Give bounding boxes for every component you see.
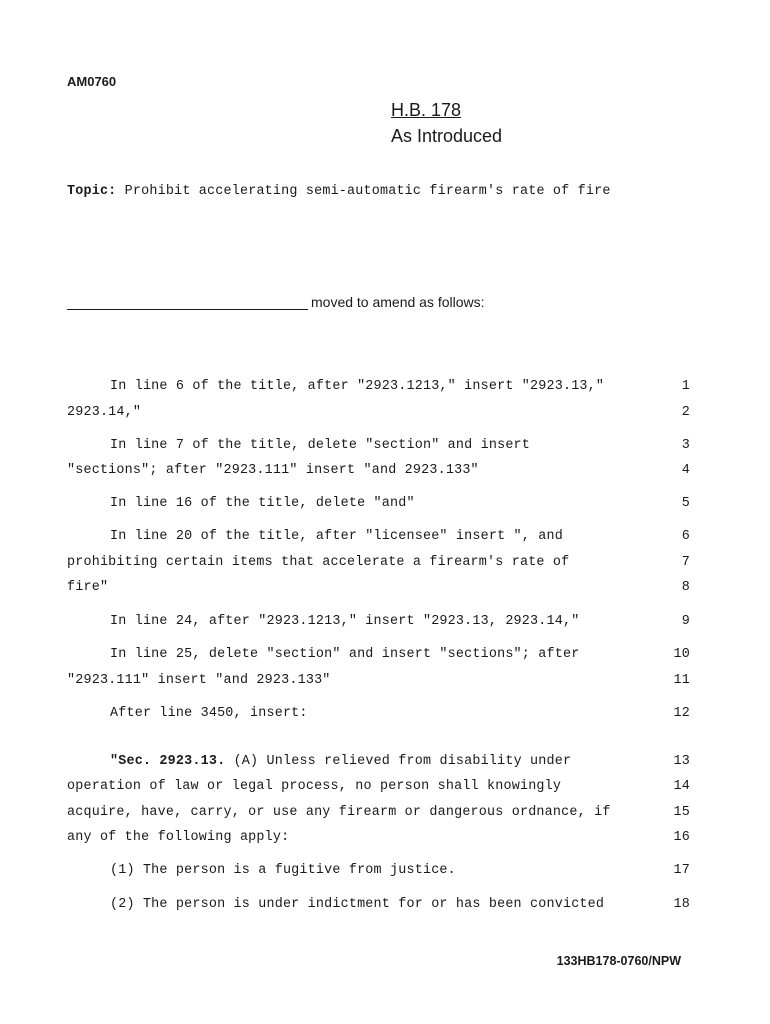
topic-line — [67, 184, 611, 199]
line-text-1: In line 6 of the title, after "2923.1213," insert "2923.13," — [110, 379, 605, 394]
bill-status: As Introduced — [391, 126, 503, 146]
line-number-18: 18 — [673, 897, 690, 912]
line-text-2: 2923.14," — [67, 405, 142, 420]
line-number-14: 14 — [673, 779, 690, 794]
line-text-15: acquire, have, carry, or use any firearm or dangerous ordnance, if — [67, 805, 611, 820]
line-text-6: In line 20 of the title, after "licensee" insert ", and — [110, 529, 563, 544]
line-text-18: (2) The person is under indictment for or has been convicted — [110, 897, 605, 912]
line-text-10: In line 25, delete "section" and insert "sections"; after — [110, 647, 580, 662]
line-text-12: After line 3450, insert: — [110, 706, 308, 721]
line-number-1: 1 — [681, 379, 690, 394]
amendment-code: AM0760 — [67, 74, 117, 89]
line-number-16: 16 — [673, 830, 690, 845]
line-text-8: fire" — [67, 580, 109, 595]
line-text-16: any of the following apply: — [67, 830, 290, 845]
line-number-4: 4 — [681, 463, 690, 478]
line-text-14: operation of law or legal process, no person shall knowingly — [67, 779, 562, 794]
line-number-7: 7 — [681, 555, 690, 570]
line-number-11: 11 — [673, 673, 690, 688]
line-text-3: In line 7 of the title, delete "section" and insert — [110, 438, 531, 453]
topic-text: Prohibit accelerating semi-automatic firearm's rate of fire — [124, 184, 611, 199]
line-number-17: 17 — [673, 863, 690, 878]
line-number-13: 13 — [673, 754, 690, 769]
line-text-7: prohibiting certain items that accelerate a firearm's rate of — [67, 555, 570, 570]
line-13-body: (A) Unless relieved from disability under — [233, 754, 572, 769]
bill-number: H.B. 178 — [391, 100, 462, 120]
line-text-9: In line 24, after "2923.1213," insert "2923.13, 2923.14," — [110, 614, 580, 629]
line-number-3: 3 — [681, 438, 690, 453]
line-text-13 — [110, 754, 571, 769]
footer-document-code: 133HB178-0760/NPW — [556, 954, 681, 968]
section-heading: "Sec. 2923.13. — [110, 754, 226, 769]
line-number-10: 10 — [673, 647, 690, 662]
line-text-5: In line 16 of the title, delete "and" — [110, 496, 415, 511]
topic-label: Topic: — [67, 184, 117, 199]
mover-signature-line — [67, 309, 308, 310]
line-text-4: "sections"; after "2923.111" insert "and 2923.133" — [67, 463, 479, 478]
line-number-2: 2 — [681, 405, 690, 420]
line-text-11: "2923.111" insert "and 2923.133" — [67, 673, 331, 688]
mover-text: moved to amend as follows: — [311, 294, 485, 310]
line-text-17: (1) The person is a fugitive from justice. — [110, 863, 456, 878]
line-number-12: 12 — [673, 706, 690, 721]
line-number-15: 15 — [673, 805, 690, 820]
line-number-5: 5 — [681, 496, 690, 511]
line-number-6: 6 — [681, 529, 690, 544]
line-number-9: 9 — [681, 614, 690, 629]
line-number-8: 8 — [681, 580, 690, 595]
